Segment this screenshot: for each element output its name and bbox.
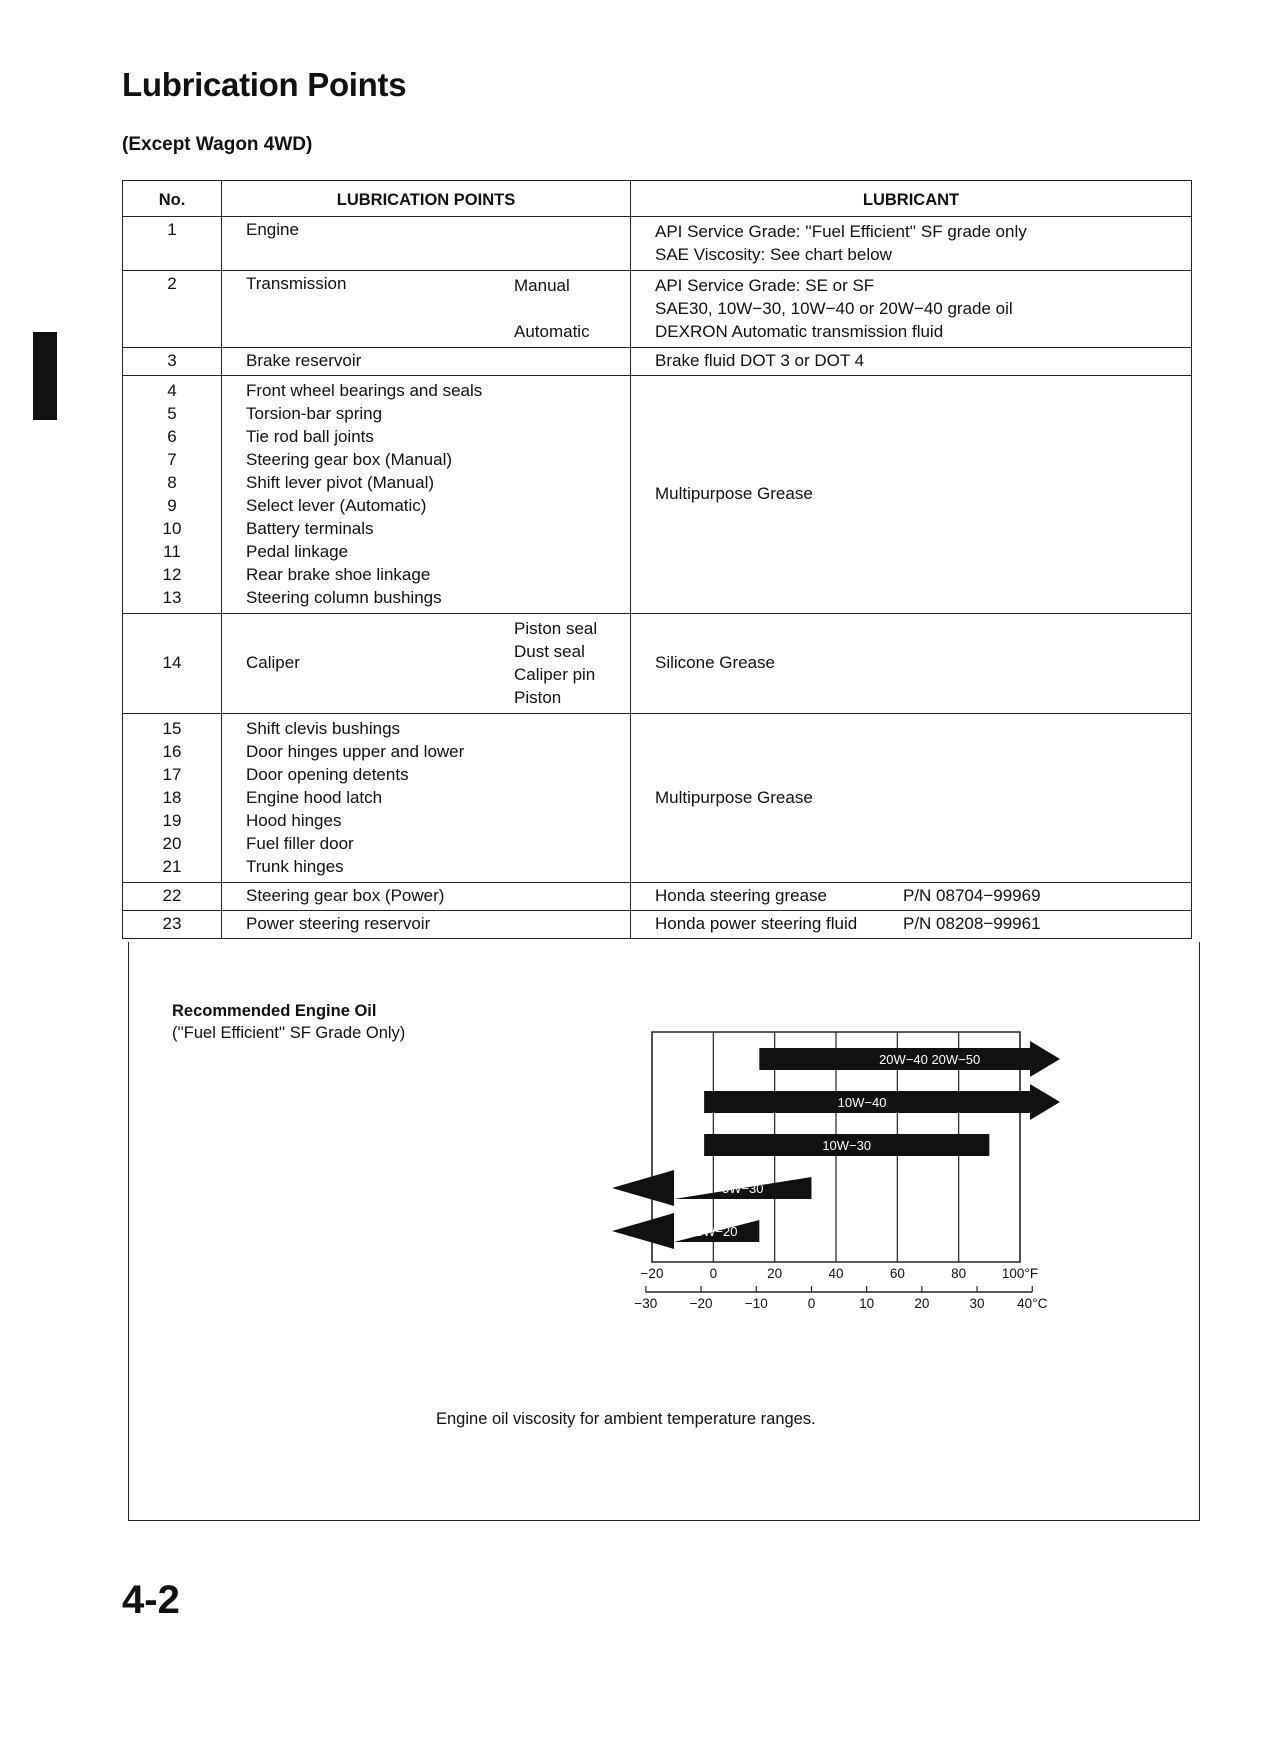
- tick-label-c: 30: [969, 1296, 985, 1311]
- lubricant-cell: [631, 271, 1192, 348]
- oil-viscosity-chart: [600, 1030, 1100, 1330]
- tick-label-c: 40°C: [1017, 1296, 1048, 1311]
- sub-point: Manual: [514, 276, 570, 295]
- tick-label-c: 10: [859, 1296, 875, 1311]
- lubricant-line: DEXRON Automatic transmission fluid: [655, 322, 944, 341]
- row-number: 21: [162, 857, 182, 876]
- sub-point: Caliper pin: [514, 665, 596, 684]
- row-number: 8: [167, 473, 177, 492]
- row-number: 19: [162, 811, 182, 830]
- lubricant-line: API Service Grade: SE or SF: [655, 276, 875, 295]
- table-row: [123, 911, 1192, 939]
- lubricant-cell: Silicone Grease: [631, 614, 1192, 714]
- lubrication-point: Steering gear box (Manual): [246, 450, 453, 469]
- lubrication-point: Fuel filler door: [246, 834, 354, 853]
- row-number: 10: [162, 519, 182, 538]
- page-number: 4-2: [122, 1578, 180, 1622]
- header-lubricant: LUBRICANT: [631, 181, 1192, 217]
- lubrication-point: Hood hinges: [246, 811, 342, 830]
- row-number: 5: [167, 404, 177, 423]
- lubrication-points-group: [222, 714, 631, 883]
- bar-label: 20W−40 20W−50: [879, 1052, 981, 1067]
- row-numbers-group: [123, 714, 222, 883]
- lubrication-point: Door hinges upper and lower: [246, 742, 465, 761]
- bar-label: 5W−30: [721, 1181, 764, 1196]
- header-no: No.: [123, 181, 222, 217]
- part-number: P/N 08704−99969: [903, 886, 1041, 905]
- section-tab-marker: [33, 332, 57, 420]
- table-row: [123, 614, 1192, 714]
- row-numbers-group: [123, 376, 222, 614]
- part-number: P/N 08208−99961: [903, 914, 1041, 933]
- sub-points: [514, 271, 631, 348]
- table-row: [123, 348, 1192, 376]
- lubricant-name: Honda power steering fluid: [655, 914, 858, 933]
- table-row: [123, 883, 1192, 911]
- row-number: 22: [123, 883, 222, 911]
- tick-label-c: 0: [807, 1296, 816, 1311]
- page-subtitle: (Except Wagon 4WD): [122, 134, 313, 155]
- tick-label-c: −30: [634, 1296, 658, 1311]
- lubrication-point: Steering column bushings: [246, 588, 442, 607]
- row-number: 16: [162, 742, 182, 761]
- row-number: 9: [167, 496, 177, 515]
- lubricant-cell: [631, 911, 1192, 939]
- sub-points: [514, 614, 631, 714]
- page-title: Lubrication Points: [122, 66, 407, 103]
- tick-label-c: −10: [744, 1296, 768, 1311]
- lubrication-point: Battery terminals: [246, 519, 374, 538]
- lubrication-point: Select lever (Automatic): [246, 496, 427, 515]
- lubrication-point: Brake reservoir: [222, 348, 631, 376]
- bar-label: 5W−20: [695, 1224, 738, 1239]
- lubricant-cell: [631, 217, 1192, 271]
- tick-label-f: 20: [767, 1266, 783, 1281]
- row-number: 3: [123, 348, 222, 376]
- lubrication-point: Caliper: [222, 614, 515, 714]
- tick-label-f: 80: [951, 1266, 967, 1281]
- sub-point: Automatic: [514, 322, 590, 341]
- row-number: 14: [123, 614, 222, 714]
- chart-axis: [634, 1266, 1047, 1311]
- lubrication-point: Trunk hinges: [246, 857, 344, 876]
- lubrication-point: Door opening detents: [246, 765, 409, 784]
- lubricant-name: Honda steering grease: [655, 886, 828, 905]
- table-row: [123, 271, 1192, 348]
- lubricant-line: SAE30, 10W−30, 10W−40 or 20W−40 grade oil: [655, 299, 1013, 318]
- lubricant-cell: Multipurpose Grease: [631, 714, 1192, 883]
- sub-point: Piston: [514, 688, 562, 707]
- row-number: 12: [162, 565, 182, 584]
- lubrication-point: Engine: [222, 217, 631, 271]
- lubricant-cell: Multipurpose Grease: [631, 376, 1192, 614]
- tick-label-c: −20: [689, 1296, 713, 1311]
- tick-label-f: 40: [828, 1266, 844, 1281]
- bar-5w30: [612, 1170, 811, 1206]
- lubrication-point: Engine hood latch: [246, 788, 383, 807]
- row-number: 7: [167, 450, 177, 469]
- tick-label-f: 0: [709, 1266, 718, 1281]
- tick-label-f: 100°F: [1001, 1266, 1039, 1281]
- oil-chart-title: Recommended Engine Oil: [172, 1002, 377, 1020]
- sub-point: Piston seal: [514, 619, 598, 638]
- lubrication-point: Tie rod ball joints: [246, 427, 374, 446]
- tick-label-f: 60: [889, 1266, 905, 1281]
- row-number: 2: [123, 271, 222, 348]
- lubrication-point: Shift lever pivot (Manual): [246, 473, 435, 492]
- chart-caption: Engine oil viscosity for ambient temperature ranges.: [436, 1410, 816, 1428]
- row-number: 23: [123, 911, 222, 939]
- lubrication-point: Torsion-bar spring: [246, 404, 383, 423]
- row-number: 18: [162, 788, 182, 807]
- lubrication-point: Rear brake shoe linkage: [246, 565, 431, 584]
- lubricant-cell: Brake fluid DOT 3 or DOT 4: [631, 348, 1192, 376]
- header-points: LUBRICATION POINTS: [222, 181, 631, 217]
- table-header-row: [123, 181, 1192, 217]
- row-number: 4: [167, 381, 177, 400]
- lubrication-point: Power steering reservoir: [222, 911, 631, 939]
- lubrication-point: Shift clevis bushings: [246, 719, 401, 738]
- lubrication-table: [122, 180, 1192, 939]
- oil-chart-subtitle: (''Fuel Efficient'' SF Grade Only): [172, 1024, 406, 1042]
- tick-label-c: 20: [914, 1296, 930, 1311]
- row-number: 15: [162, 719, 182, 738]
- lubricant-line: SAE Viscosity: See chart below: [655, 245, 892, 264]
- lubrication-point: Front wheel bearings and seals: [246, 381, 483, 400]
- lubricant-line: API Service Grade: ''Fuel Efficient'' SF grade only: [655, 222, 1027, 241]
- table-row: [123, 217, 1192, 271]
- lubrication-point: Transmission: [222, 271, 515, 348]
- row-number: 20: [162, 834, 182, 853]
- table-row: [123, 714, 1192, 883]
- lubrication-point: Pedal linkage: [246, 542, 349, 561]
- row-number: 1: [123, 217, 222, 271]
- bar-label: 10W−30: [822, 1138, 872, 1153]
- row-number: 11: [163, 542, 181, 561]
- row-number: 6: [167, 427, 177, 446]
- row-number: 17: [162, 765, 182, 784]
- lubrication-points-group: [222, 376, 631, 614]
- lubrication-point: Steering gear box (Power): [222, 883, 631, 911]
- bar-label: 10W−40: [837, 1095, 887, 1110]
- sub-point: Dust seal: [514, 642, 585, 661]
- table-row: [123, 376, 1192, 614]
- lubricant-cell: [631, 883, 1192, 911]
- tick-label-f: −20: [640, 1266, 664, 1281]
- row-number: 13: [162, 588, 182, 607]
